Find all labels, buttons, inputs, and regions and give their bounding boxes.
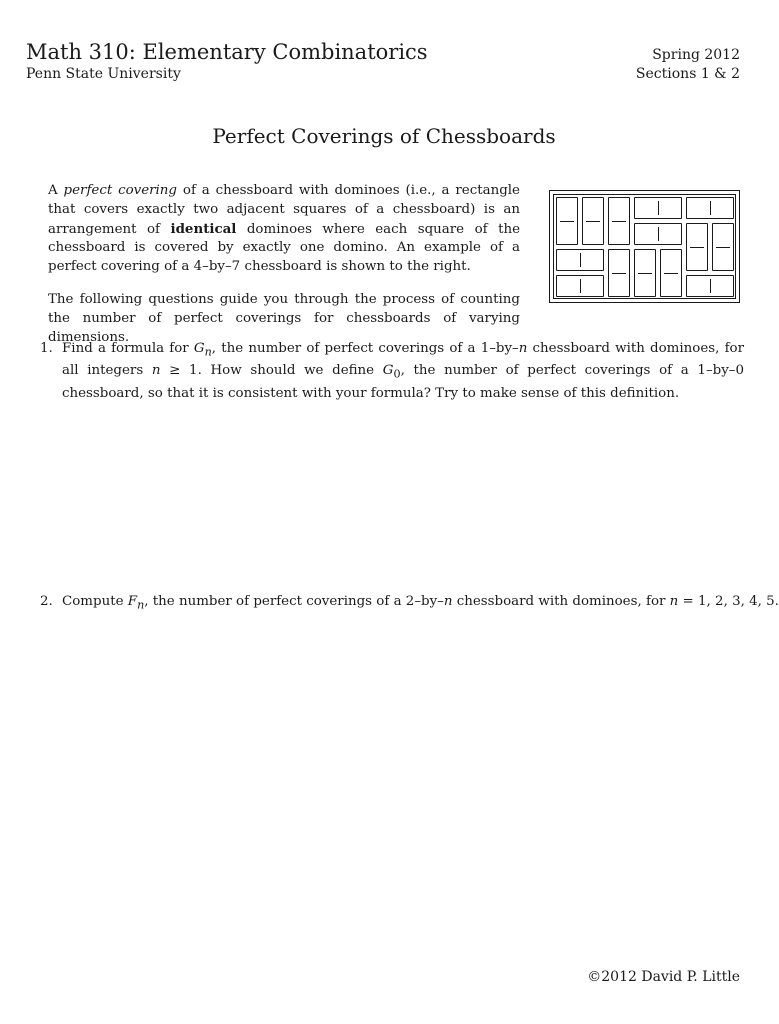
domino [556, 197, 578, 245]
copyright: ©2012 David P. Little [587, 969, 740, 985]
domino [686, 223, 708, 271]
intro-paragraph-2: The following questions guide you through the process of counting the number of perfect coverings for chessboards of varying dimensions. [48, 291, 520, 345]
course-title: Math 310: Elementary Combinatorics [26, 40, 428, 64]
question-number: 2. [40, 594, 53, 609]
domino [686, 275, 734, 297]
domino [556, 249, 604, 271]
domino [712, 223, 734, 271]
question-text: Compute $F_n$, the number of perfect coverings of a 2–by–n chessboard with dominoes, for n = 1, 2, 3, 4, 5. [62, 594, 779, 612]
domino [582, 197, 604, 245]
university-name: Penn State University [26, 66, 181, 82]
document-title: Perfect Coverings of Chessboards [212, 124, 556, 148]
domino [634, 223, 682, 245]
domino [556, 275, 604, 297]
domino [608, 249, 630, 297]
chessboard-covering-figure [549, 190, 740, 303]
question-number: 1. [40, 341, 53, 356]
question-2 [40, 593, 779, 615]
emphasis-identical: identical [170, 220, 237, 237]
chessboard-4x7 [553, 194, 736, 299]
domino [608, 197, 630, 245]
intro-paragraph-1: A perfect covering of a chessboard with dominoes (i.e., a rectangle that covers exactly two adjacent squares of a chessboard) is an arrangement of identical dominoes where each square of the chessboard is covered by exactly one domino. An example of a perfect covering of a 4–by–7 chessboard is shown to the right. [48, 183, 520, 275]
question-1 [40, 340, 744, 404]
domino [634, 249, 656, 297]
domino [686, 197, 734, 219]
question-text: Find a formula for $G_n$, the number of perfect coverings of a 1–by–n chessboard with dominoes, for all integers n ≥ 1. How should we define $G_0$, the number of perfect coverings of a 1–by–0 chessboard, so that it is consistent with your formula? Try to make sense of this definition. [62, 341, 744, 401]
domino [634, 197, 682, 219]
term: Spring 2012 [652, 47, 740, 63]
intro-text [48, 182, 520, 361]
sections: Sections 1 & 2 [635, 66, 740, 82]
term-perfect-covering: perfect covering [63, 183, 178, 198]
domino [660, 249, 682, 297]
